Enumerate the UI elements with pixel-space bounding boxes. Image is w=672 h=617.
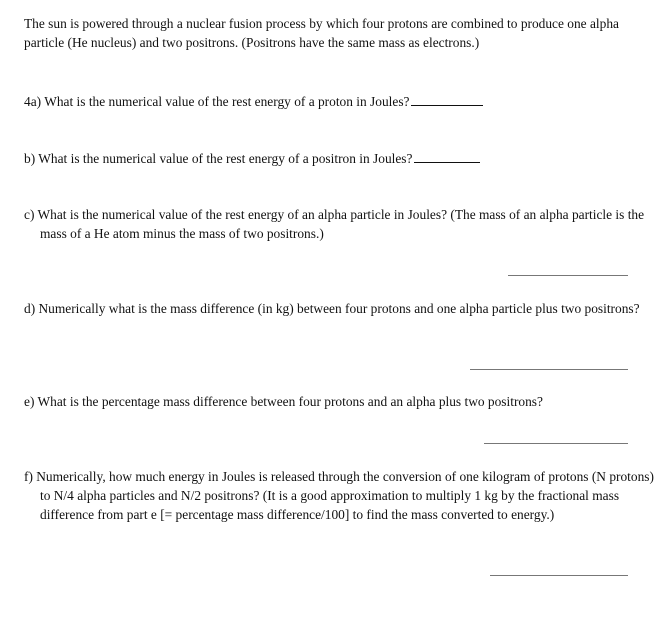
question-d (24, 299, 660, 318)
question-b (24, 149, 644, 168)
question-e-text: e) What is the percentage mass difference between four protons and an alpha plus two positrons? (24, 394, 543, 409)
answer-blank-4a[interactable] (411, 104, 483, 106)
question-4a (24, 92, 644, 111)
question-d-text: d) Numerically what is the mass difference (in kg) between four protons and one alpha particle plus two positrons? (24, 301, 640, 316)
intro-paragraph (24, 14, 644, 52)
question-f (24, 467, 660, 524)
question-e (24, 392, 644, 411)
answer-line-e[interactable] (484, 443, 628, 444)
answer-line-d[interactable] (470, 369, 628, 370)
question-b-text: b) What is the numerical value of the rest energy of a positron in Joules? (24, 151, 413, 166)
question-c (24, 205, 660, 243)
answer-blank-b[interactable] (414, 161, 480, 163)
intro-text: The sun is powered through a nuclear fusion process by which four protons are combined to produce one alpha particle (He nucleus) and two positrons. (Positrons have the same mass as electrons.) (24, 16, 619, 50)
question-4a-text: 4a) What is the numerical value of the rest energy of a proton in Joules? (24, 94, 410, 109)
question-f-text: f) Numerically, how much energy in Joules is released through the conversion of one kilogram of protons (N protons) to N/4 alpha particles and N/2 positrons? (It is a good approximation to multiply 1 kg by the fractional mass difference from part e [= percentage mass difference/100] to find the mass converted to energy.) (24, 469, 654, 522)
question-c-text: c) What is the numerical value of the rest energy of an alpha particle in Joules? (The mass of an alpha particle is the mass of a He atom minus the mass of two positrons.) (24, 207, 645, 241)
answer-line-c[interactable] (508, 275, 628, 276)
answer-line-f[interactable] (490, 575, 628, 576)
